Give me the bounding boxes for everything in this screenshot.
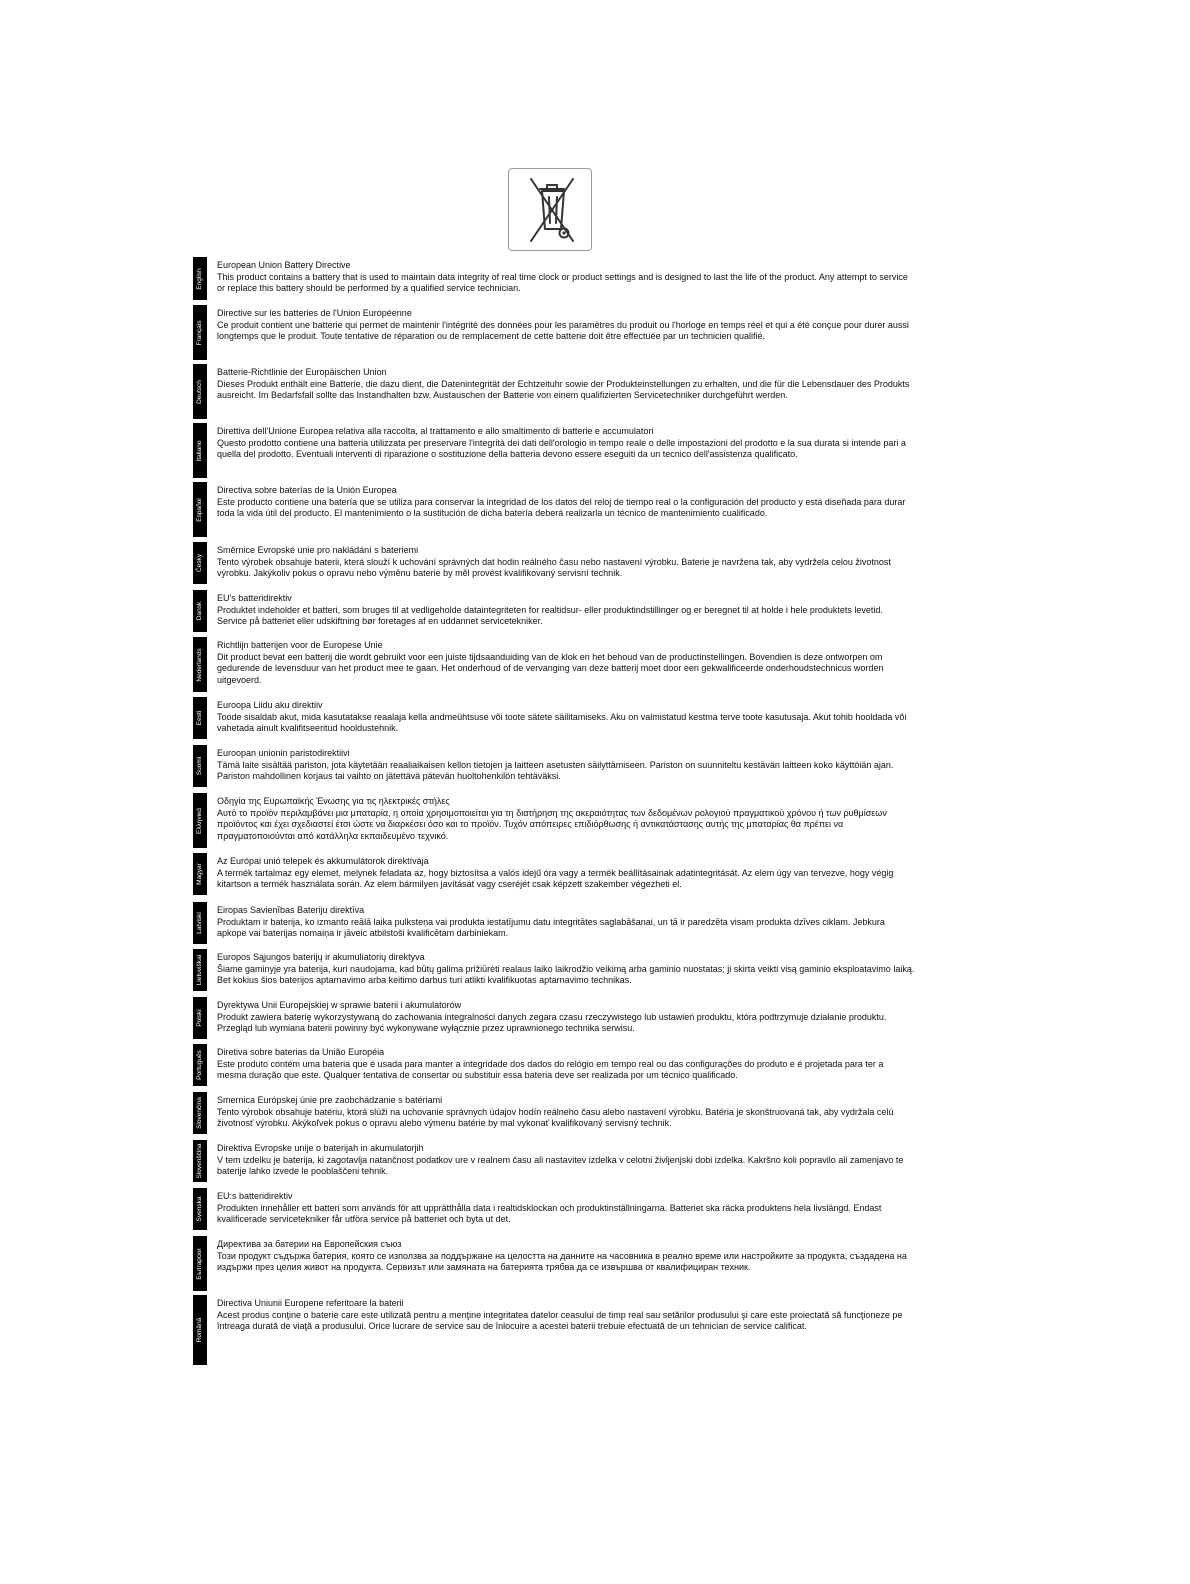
section-content	[217, 856, 915, 891]
section-body: Tento výrobek obsahuje baterii, která slouží k uchování správných dat hodin reálného času nebo nastavení výrobku. Baterie je navržena tak, aby vydržela celou životnost výrobku. Jakýkoliv pokus o opravu nebo výměnu baterie by měl provést kvalifikovaný servisní technik.	[217, 556, 891, 579]
section-body: Toode sisaldab akut, mida kasutatakse reaalaja kella andmeühtsuse või toote sätete säilitamiseks. Aku on valmistatud kestma terve toote kasutusaja. Akut tohib hooldada või vahetada ainult kvalifitseeritud hooldustehnik.	[217, 711, 907, 734]
battery-directive-list	[193, 257, 923, 1365]
section-content	[217, 1000, 915, 1035]
section-body: Acest produs conţine o baterie care este utilizată pentru a menţine integritatea datelor ceasului de timp real sau setărilor produsului şi care este proiectată să funcţioneze pe întreaga durată de viaţă a produsului. Orice lucrare de service sau de înlocuire a acestei baterii trebuie efectuată de un tehnician de service calificat.	[217, 1309, 903, 1332]
section-title: Euroopan unionin paristodirektiivi	[217, 748, 350, 758]
language-tab	[193, 482, 207, 537]
section-title: Europos Sąjungos baterijų ir akumuliatorių direktyva	[217, 952, 425, 962]
language-tab-label: Français	[195, 320, 203, 345]
section-title: Директива за батерии на Европейския съюз	[217, 1239, 402, 1249]
language-tab-label: Eesti	[195, 710, 203, 726]
language-tab-label: Ελληνικά	[195, 807, 203, 834]
section-title: EU:s batteridirektiv	[217, 1191, 293, 1201]
section-content	[217, 748, 915, 783]
language-tab-label: Slovenčina	[195, 1097, 203, 1129]
section-deutsch	[193, 364, 923, 419]
section-body: Dit product bevat een batterij die wordt gebruikt voor een juiste tijdsaanduiding van de klok en het behoud van de productinstellingen. Bovendien is deze ontworpen om gedurende de levensduur van het product mee te gaan. Het onderhoud of de vervanging van deze batterij moet door een gekwalificeerde onderhoudstechnicus worden uitgevoerd.	[217, 651, 884, 686]
section-english	[193, 257, 923, 300]
section-content	[217, 640, 915, 687]
language-tab	[193, 1236, 207, 1291]
section-body: Produkten innehåller ett batteri som används för att upprätthålla data i realtidsklockan och produktinställningarna. Batteriet ska räcka produktens hela livslängd. Endast kvalificerade servicetekniker får utföra service på batteriet och byta ut det.	[217, 1202, 882, 1225]
section-body: Produkt zawiera baterię wykorzystywaną do zachowania integralności danych zegara czasu rzeczywistego lub ustawień produktu, która podtrzymuje działanie produktu. Przegląd lub wymiana baterii powinny być wykonywane wyłącznie przez uprawnionego technika serwisu.	[217, 1011, 887, 1034]
language-tab	[193, 542, 207, 584]
language-tab-label: Suomi	[195, 756, 203, 776]
language-tab-label: Български	[195, 1247, 203, 1280]
section-title: Smernica Európskej únie pre zaobchádzanie s batériami	[217, 1095, 443, 1105]
section-italiano	[193, 423, 923, 478]
language-tab	[193, 902, 207, 944]
section-title: Directiva sobre baterías de la Unión Europea	[217, 485, 397, 495]
section-magyar	[193, 853, 923, 895]
section-content	[217, 1143, 915, 1178]
section-title: Euroopa Liidu aku direktiiv	[217, 700, 323, 710]
section-title: EU's batteridirektiv	[217, 593, 292, 603]
language-tab	[193, 637, 207, 692]
section-portugues	[193, 1044, 923, 1086]
section-francais	[193, 305, 923, 360]
section-cesky	[193, 542, 923, 584]
language-tab	[193, 590, 207, 632]
section-content	[217, 796, 915, 843]
section-body: Este produto contém uma bateria que é usada para manter a integridade dos dados do relógio em tempo real ou das configurações do produto e é projetada para ter a mesma duração que este. Qualquer tentativa de consertar ou substituir essa bateria deve ser realizada por um técnico qualificado.	[217, 1058, 884, 1081]
section-content	[217, 308, 915, 343]
section-content	[217, 1191, 915, 1226]
language-tab	[193, 1295, 207, 1365]
section-title: Eiropas Savienības Bateriju direktīva	[217, 905, 365, 915]
section-body: V tem izdelku je baterija, ki zagotavlja natančnost podatkov ure v realnem času ali nastavitev izdelka v celotni življenjski dobi izdelka. Kakršno koli popravilo ali zamenjavo te baterije lahko izvede le pooblaščeni tehnik.	[217, 1154, 904, 1177]
section-body: Dieses Produkt enthält eine Batterie, die dazu dient, die Datenintegrität der Echtzeituhr sowie der Produkteinstellungen zu erhalten, und die für die Lebensdauer des Produkts ausreicht. Im Bedarfsfall sollte das Instandhalten bzw. Austauschen der Batterie von einem qualifizierten Servicetechniker durchgeführt werden.	[217, 378, 910, 401]
section-title: European Union Battery Directive	[217, 260, 351, 270]
section-title: Richtlijn batterijen voor de Europese Unie	[217, 640, 383, 650]
section-slovenscina	[193, 1140, 923, 1182]
language-tab-label: Latviski	[195, 912, 203, 934]
section-body: This product contains a battery that is used to maintain data integrity of real time clock or product settings and is designed to last the life of the product. Any attempt to service or replace this battery should be performed by a qualified service technician.	[217, 271, 908, 294]
section-latviski	[193, 902, 923, 944]
section-content	[217, 485, 915, 520]
section-suomi	[193, 745, 923, 787]
language-tab	[193, 305, 207, 360]
section-content	[217, 367, 915, 402]
section-balgarski	[193, 1236, 923, 1291]
language-tab-label: Slovenščina	[195, 1143, 203, 1179]
language-tab	[193, 697, 207, 739]
section-content	[217, 952, 915, 987]
section-body: Tento výrobok obsahuje batériu, ktorá slúži na uchovanie správnych údajov hodín reálneho času alebo nastavení výrobku. Batéria je skonštruovaná tak, aby vydržala celú životnosť výrobku. Akýkoľvek pokus o opravu alebo výmenu batérie by mal vykonať kvalifikovaný servisný technik.	[217, 1106, 894, 1129]
language-tab	[193, 853, 207, 895]
language-tab	[193, 1140, 207, 1182]
language-tab-label: English	[195, 267, 203, 290]
section-content	[217, 1095, 915, 1130]
section-eesti	[193, 697, 923, 739]
section-body: Tämä laite sisältää pariston, jota käytetään reaaliaikaisen kellon tietojen ja laitteen asetusten säilyttämiseen. Pariston on suunniteltu kestävän laitteen koko käyttöiän ajan. Pariston mahdollinen korjaus tai vaihto on jätettävä pätevän huoltohenkilön tehtäväksi.	[217, 759, 894, 782]
section-body: Produktet indeholder et batteri, som bruges til at vedligeholde dataintegriteten for realtidsur- eller produktindstillinger og er beregnet til at holde i hele produktets levetid. Service på batteriet eller udskiftning bør foretages af en uddannet servicetekniker.	[217, 604, 883, 627]
section-content	[217, 593, 915, 628]
section-content	[217, 905, 915, 940]
crossed-out-wheelie-bin-icon	[509, 169, 593, 252]
section-svenska	[193, 1188, 923, 1230]
language-tab	[193, 423, 207, 478]
weee-symbol-frame	[508, 168, 592, 251]
section-body: Ce produit contient une batterie qui permet de maintenir l'intégrité des données pour les paramètres du produit ou l'horloge en temps réel et qui a été conçue pour durer aussi longtemps que le produit. Toute tentative de réparation ou de remplacement de cette batterie doit être effectuée par un technicien qualifié.	[217, 319, 909, 342]
section-title: Direktiva Evropske unije o baterijah in akumulatorjih	[217, 1143, 424, 1153]
language-tab	[193, 997, 207, 1039]
section-body: Този продукт съдържа батерия, която се използва за поддържане на целостта на данните на часовника в реално време или настройките за продукта, създадена на издържи през целия живот на продукта. Сервизът или замяната на батерията трябва да се извършва от квалифициран техник.	[217, 1250, 907, 1273]
language-tab	[193, 745, 207, 787]
section-content	[217, 1047, 915, 1082]
section-dansk	[193, 590, 923, 632]
section-title: Směrnice Evropské unie pro nakládání s bateriemi	[217, 545, 419, 555]
language-tab	[193, 1092, 207, 1134]
section-lietuviskai	[193, 949, 923, 991]
language-tab-label: Lietuviškai	[195, 954, 203, 986]
section-content	[217, 260, 915, 295]
language-tab-label: Italiano	[195, 440, 203, 461]
section-content	[217, 1239, 915, 1274]
section-title: Directive sur les batteries de l'Union Européenne	[217, 308, 412, 318]
section-content	[217, 545, 915, 580]
section-body: A termék tartalmaz egy elemet, melynek feladata az, hogy biztosítsa a valós idejű óra vagy a termék beállításainak adatintegritását. Az elem úgy van tervezve, hogy végig kitartson a termék használata során. Az elem bármilyen javítását vagy cseréjét csak képzett szakember végezheti el.	[217, 867, 894, 890]
section-title: Az Európai unió telepek és akkumulátorok direktívája	[217, 856, 429, 866]
section-romana	[193, 1295, 923, 1365]
language-tab	[193, 1188, 207, 1230]
language-tab	[193, 257, 207, 300]
language-tab-label: Deutsch	[195, 379, 203, 404]
section-title: Dyrektywa Unii Europejskiej w sprawie baterii i akumulatorów	[217, 1000, 462, 1010]
section-body: Αυτό το προϊόν περιλαμβάνει μια μπαταρία, η οποία χρησιμοποιείται για τη διατήρηση της ακεραιότητας των δεδομένων ρολογιού πραγματικού χρόνου ή των ρυθμίσεων προϊόντος και έχει σχεδιαστεί έτσι ώστε να διαρκέσει όσο και το προϊόν. Τυχόν απόπειρες επιδιόρθωσης ή αντικατάστασης αυτής της μπαταρίας θα πρέπει να πραγματοποιούνται από κατάλληλα εκπαιδευμένο τεχνικό.	[217, 807, 887, 842]
section-slovencina	[193, 1092, 923, 1134]
language-tab-label: Español	[195, 497, 203, 522]
section-title: Direttiva dell'Unione Europea relativa alla raccolta, al trattamento e allo smaltimento di batterie e accumulatori	[217, 426, 654, 436]
section-body: Questo prodotto contiene una batteria utilizzata per preservare l'integrità dei dati dell'orologio in tempo reale o delle impostazioni del prodotto e la sua durata si intende pari a quella del prodotto. Eventuali interventi di riparazione o sostituzione della batteria devono essere eseguiti da un tecnico dell'assistenza qualificato.	[217, 437, 906, 460]
section-title: Directiva Uniunii Europene referitoare la baterii	[217, 1298, 404, 1308]
section-content	[217, 426, 915, 461]
language-tab-label: Magyar	[195, 863, 203, 885]
language-tab-label: Česky	[195, 553, 203, 573]
language-tab-label: Svenska	[195, 1196, 203, 1222]
language-tab-label: Polski	[195, 1009, 203, 1027]
section-content	[217, 1298, 915, 1333]
section-title: Diretiva sobre baterias da União Européia	[217, 1047, 385, 1057]
language-tab-label: Română	[195, 1317, 203, 1343]
language-tab	[193, 949, 207, 991]
section-body: Produktam ir baterija, ko izmanto reālā laika pulksteņa vai produkta iestatījumu datu integritātes saglabāšanai, un tā ir paredzēta visam produkta dzīves ciklam. Jebkura apkope vai baterijas nomaiņa ir jāveic atbilstoši kvalificētam darbiniekam.	[217, 916, 885, 939]
language-tab-label: Nederlands	[195, 647, 203, 682]
language-tab	[193, 1044, 207, 1086]
language-tab	[193, 364, 207, 419]
section-body: Este producto contiene una batería que se utiliza para conservar la integridad de los datos del reloj de tiempo real o la configuración del producto y está diseñada para durar toda la vida útil del producto. El mantenimiento o la sustitución de dicha batería deberá realizarla un técnico de mantenimiento cualificado.	[217, 496, 906, 519]
section-polski	[193, 997, 923, 1039]
section-espanol	[193, 482, 923, 537]
language-tab-label: Português	[195, 1050, 203, 1080]
language-tab	[193, 793, 207, 848]
section-title: Batterie-Richtlinie der Europäischen Union	[217, 367, 387, 377]
language-tab-label: Dansk	[195, 601, 203, 621]
section-nederlands	[193, 637, 923, 692]
section-title: Οδηγία της Ευρωπαϊκής Ένωσης για τις ηλεκτρικές στήλες	[217, 796, 450, 806]
section-body: Šiame gaminyje yra baterija, kuri naudojama, kad būtų galima prižiūrėti realaus laiko laikrodžio veikimą arba gaminio nuostatas; ji skirta veikti visą gaminio eksploatavimo laiką. Bet kokius šios baterijos aptarnavimo arba keitimo darbus turi atlikti kvalifikuotas aptarnavimo technikas.	[217, 963, 915, 986]
section-content	[217, 700, 915, 735]
section-ellinika	[193, 793, 923, 848]
